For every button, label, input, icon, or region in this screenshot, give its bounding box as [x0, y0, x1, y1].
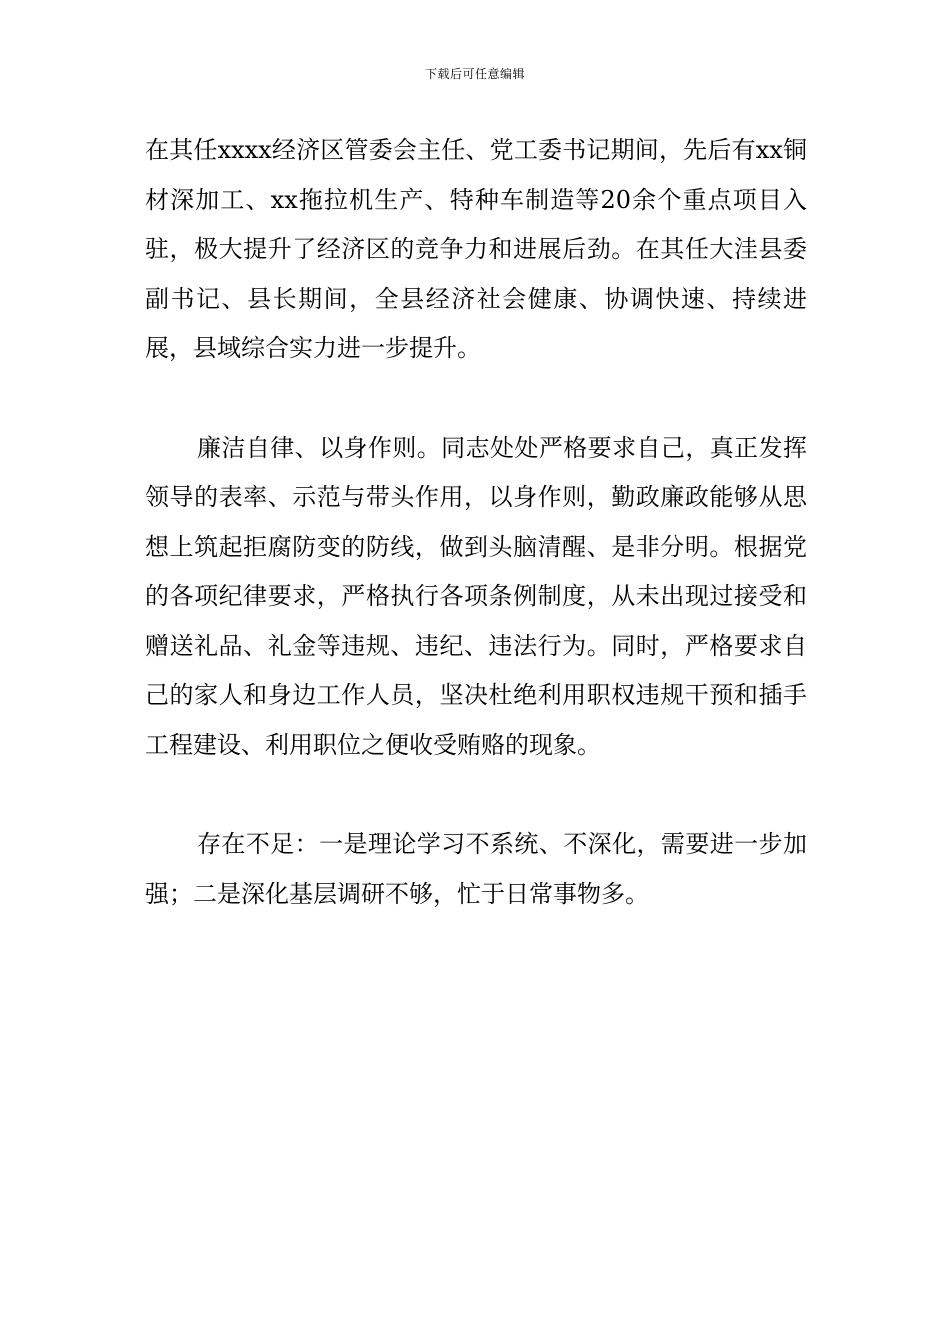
paragraph-spacer [145, 374, 807, 424]
paragraph-shortcomings: 存在不足：一是理论学习不系统、不深化，需要进一步加强；二是深化基层调研不够，忙于日常事物多。 [145, 830, 807, 908]
document-body [145, 126, 807, 919]
page-header: 下载后可任意编辑 [424, 67, 525, 81]
paragraph-spacer [145, 770, 807, 820]
paragraph-integrity: 廉洁自律、以身作则。同志处处严格要求自己，真正发挥领导的表率、示范与带头作用，以身作则，勤政廉政能够从思想上筑起拒腐防变的防线，做到头脑清醒、是非分明。根据党的各项纪律要求，严格执行各项条例制度，从未出现过接受和赠送礼品、礼金等违规、违纪、违法行为。同时，严格要求自己的家人和身边工作人员，坚决杜绝利用职权违规干预和插手工程建设、利用职位之便收受贿赂的现象。 [145, 433, 807, 759]
paragraph-achievements: 在其任xxxx经济区管委会主任、党工委书记期间，先后有xx铜材深加工、xx拖拉机生产、特种车制造等20余个重点项目入驻，极大提升了经济区的竞争力和进展后劲。在其任大洼县委副书记、县长期间，全县经济社会健康、协调快速、持续进展，县域综合实力进一步提升。 [145, 136, 807, 362]
